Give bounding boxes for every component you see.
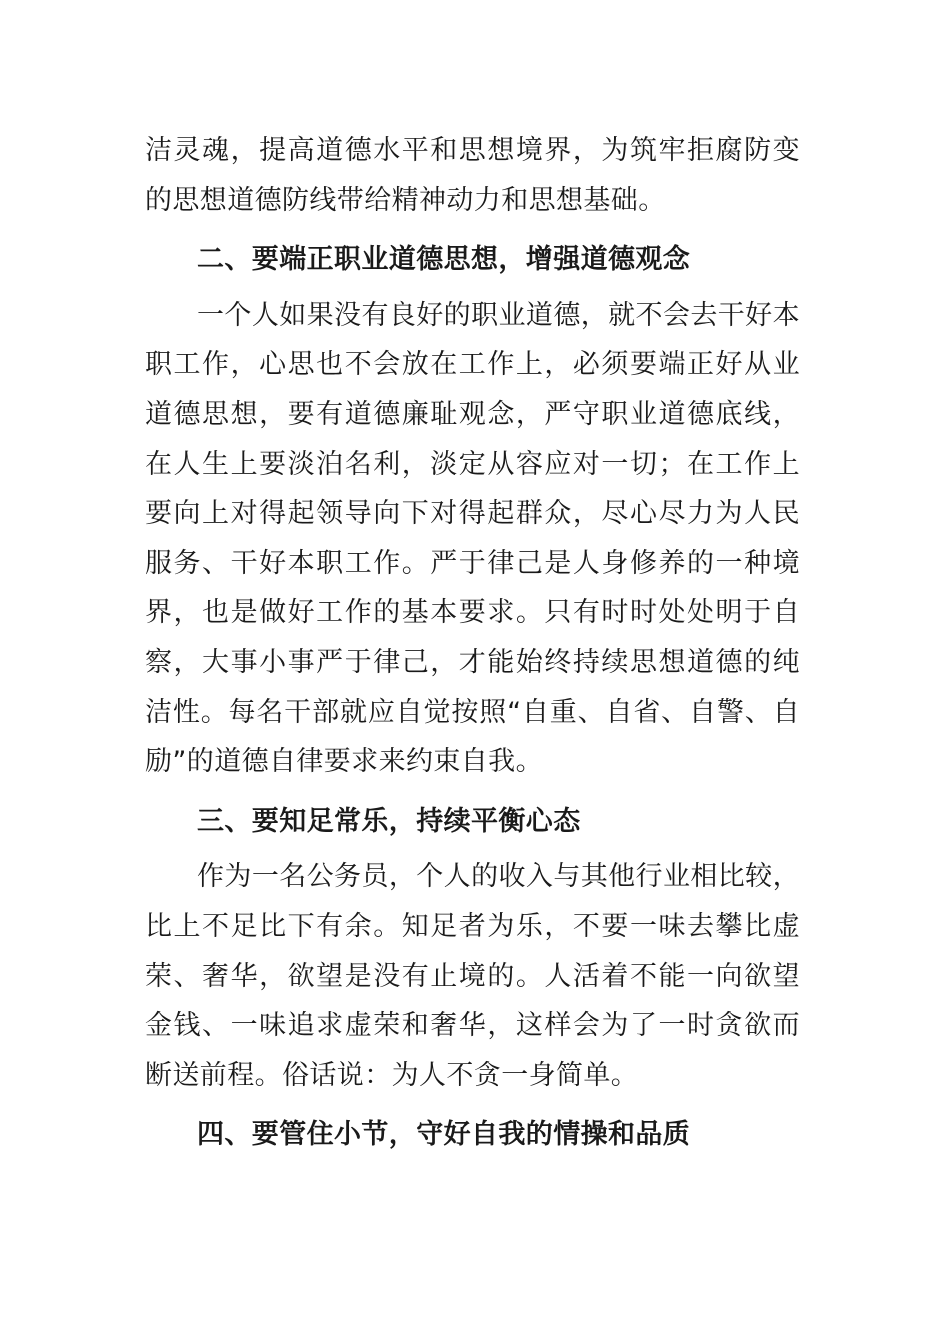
continuation-paragraph: 洁灵魂，提高道德水平和思想境界，为筑牢拒腐防变的思想道德防线带给精神动力和思想基础。	[145, 135, 800, 216]
section-2-heading: 二、要端正职业道德思想，增强道德观念	[197, 244, 691, 276]
section-3-heading: 三、要知足常乐，持续平衡心态	[197, 805, 581, 837]
spacer	[145, 225, 800, 235]
spacer	[145, 787, 800, 797]
section-4-heading: 四、要管住小节，守好自我的情操和品质	[197, 1119, 691, 1151]
spacer	[145, 1100, 800, 1110]
section-2-paragraph: 一个人如果没有良好的职业道德，就不会去干好本职工作，心思也不会放在工作上，必须要端正好从业道德思想，要有道德廉耻观念，严守职业道德底线，在人生上要淡泊名利，淡定从容应对一切；在工作上要向上对得起领导向下对得起群众，尽心尽力为人民服务、干好本职工作。严于律己是人身修养的一种境界，也是做好工作的基本要求。只有时时处处明于自察，大事小事严于律己，才能始终持续思想道德的纯洁性。每名干部就应自觉按照“自重、自省、自警、自励”的道德自律要求来约束自我。	[145, 299, 800, 778]
section-3-paragraph: 作为一名公务员，个人的收入与其他行业相比较，比上不足比下有余。知足者为乐，不要一味去攀比虚荣、奢华，欲望是没有止境的。人活着不能一向欲望金钱、一味追求虚荣和奢华，这样会为了一时贪欲而断送前程。俗话说：为人不贪一身简单。	[145, 861, 800, 1091]
document-page	[145, 126, 800, 1160]
